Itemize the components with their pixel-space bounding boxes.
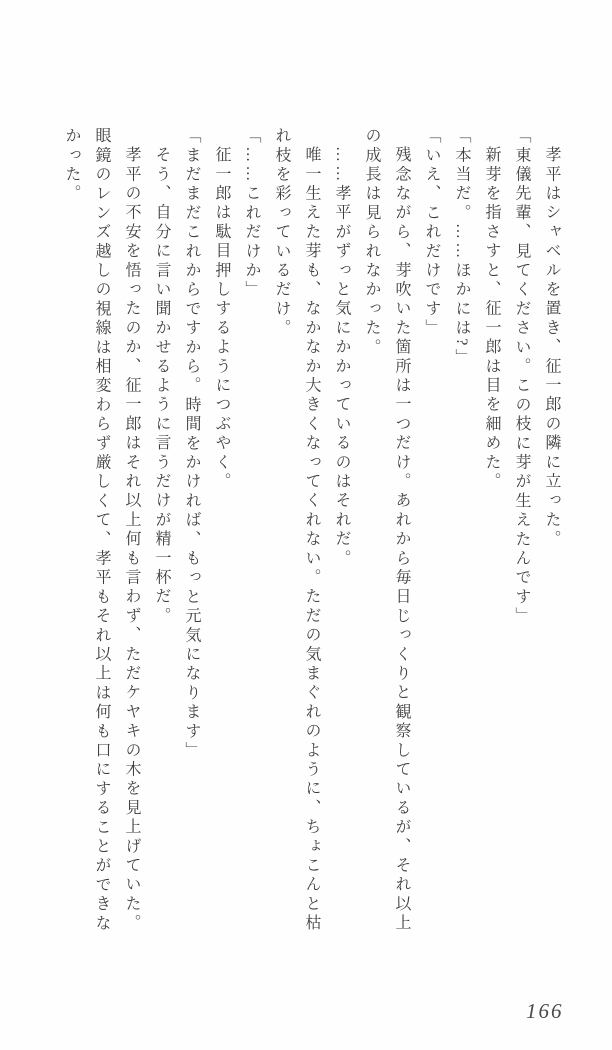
text-line: 唯一生えた芽も、なかなか大きくなってくれない。ただの気まぐれのように、ちょこんと枯 <box>303 146 320 934</box>
text-line: れ枝を彩っているだけ。 <box>273 127 290 339</box>
text-line: の成長は見られなかった。 <box>363 127 380 358</box>
text-line: 残念ながら、芽吹いた箇所は一つだけ。あれから毎日じっくりと観察しているが、それ以上 <box>393 146 410 934</box>
text-line: 孝平の不安を悟ったのか、征一郎はそれ以上何も言わず、ただケヤキの木を見上げていた。 <box>123 146 140 934</box>
page-number: 166 <box>526 999 564 1023</box>
text-line: ……孝平がずっと気にかかっているのはそれだ。 <box>333 146 350 569</box>
text-line: そう、自分に言い聞かせるように言うだけが精一杯だ。 <box>153 146 170 626</box>
text-line: 孝平はシャベルを置き、征一郎の隣に立った。 <box>543 146 560 550</box>
text-line: 征一郎は駄目押しするようにつぶやく。 <box>213 146 230 492</box>
text-line: 「……これだけか」 <box>243 127 260 300</box>
text-line: 「東儀先輩、見てください。この枝に芽が生えたんです」 <box>513 127 530 627</box>
text-line: 眼鏡のレンズ越しの視線は相変わらず厳しくて、孝平もそれ以上は何も口にすることができな <box>93 127 110 934</box>
body-text <box>52 127 566 963</box>
text-line: 新芽を指さすと、征一郎は目を細めた。 <box>483 146 500 492</box>
text-line: 「いえ、これだけです」 <box>423 127 440 339</box>
text-line: 「まだまだこれからですから。時間をかければ、もっと元気になります」 <box>183 127 200 761</box>
text-line: 「本当だ。……ほかには?」 <box>453 127 470 368</box>
text-line: かった。 <box>63 127 80 204</box>
